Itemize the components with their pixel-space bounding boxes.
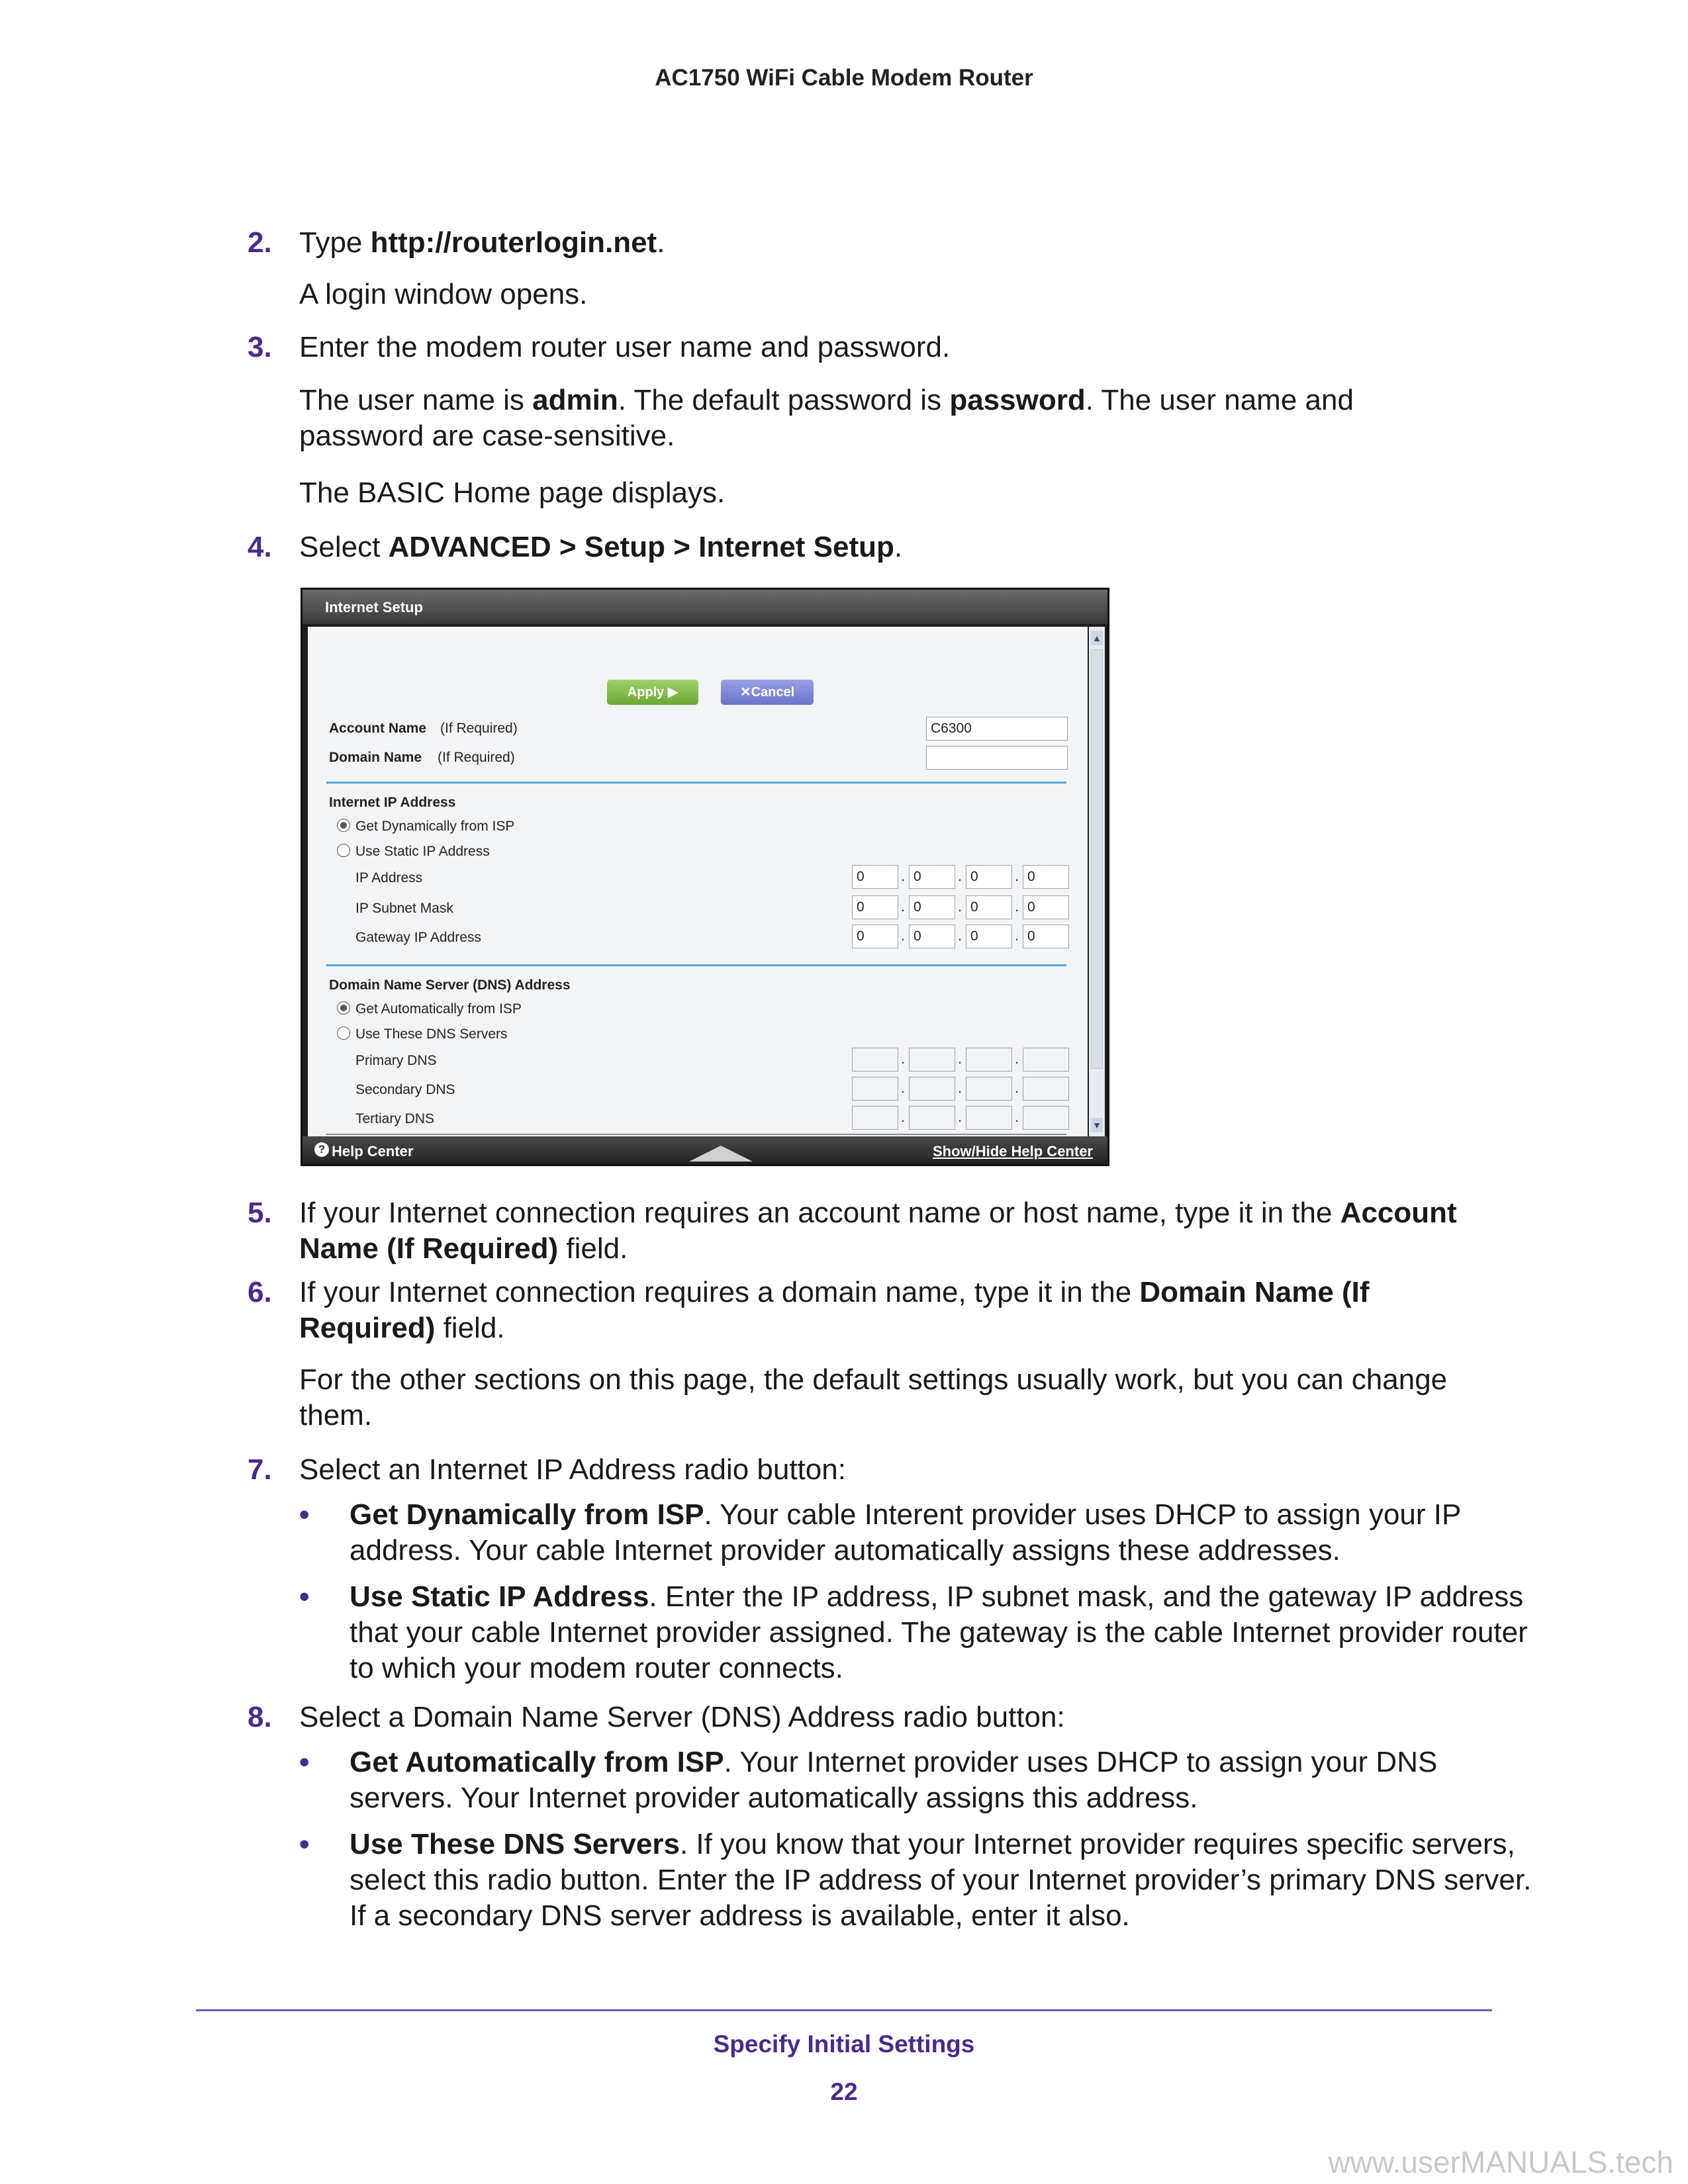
account-name-hint: (If Required) <box>440 721 518 736</box>
vertical-scrollbar[interactable] <box>1089 627 1105 1136</box>
bullet-icon: • <box>299 1828 310 1860</box>
note-text: . The user name and password are case-sensitive. <box>299 384 1354 452</box>
subnet-octet-field[interactable]: 0 <box>1023 895 1069 919</box>
octet-separator: . <box>901 898 906 915</box>
menu-path: ADVANCED > Setup > Internet Setup <box>388 531 894 563</box>
url-text: http://routerlogin.net <box>370 226 657 259</box>
step-text: Select <box>299 531 389 563</box>
note-text: . The default password is <box>618 384 950 416</box>
tertiary-dns-octet[interactable] <box>852 1106 898 1130</box>
get-dynamically-label: Get Dynamically from ISP <box>355 819 515 834</box>
octet-separator: . <box>958 927 962 944</box>
bullet-icon: • <box>299 1498 310 1531</box>
octet-separator: . <box>901 868 906 884</box>
ip-subnet-mask-label: IP Subnet Mask <box>355 901 453 916</box>
secondary-dns-octet[interactable] <box>1023 1077 1069 1101</box>
ip-address-label: IP Address <box>355 870 423 886</box>
option-name: Use Static IP Address <box>350 1580 649 1613</box>
step-text: Select a Domain Name Server (DNS) Address radio button: <box>299 1701 1065 1733</box>
step-text: . <box>657 226 665 259</box>
tertiary-dns-label: Tertiary DNS <box>355 1111 435 1126</box>
gateway-octet-field[interactable]: 0 <box>852 925 898 948</box>
secondary-dns-label: Secondary DNS <box>355 1082 455 1097</box>
primary-dns-octet[interactable] <box>966 1048 1012 1071</box>
octet-separator: . <box>958 898 962 915</box>
section-divider <box>326 964 1066 966</box>
octet-separator: . <box>1015 898 1019 915</box>
octet-separator: . <box>1015 927 1019 944</box>
step-text: If your Internet connection requires a domain name, type it in the <box>299 1276 1140 1308</box>
ip-octet-field[interactable]: 0 <box>966 865 1012 889</box>
step-number: 8. <box>248 1701 272 1733</box>
tertiary-dns-octet[interactable] <box>966 1106 1012 1130</box>
dns-section-title: Domain Name Server (DNS) Address <box>329 978 571 993</box>
step-text: Type <box>299 226 371 259</box>
tertiary-dns-octet[interactable] <box>909 1106 955 1130</box>
octet-separator: . <box>1015 1050 1019 1067</box>
step-text: Select an Internet IP Address radio button: <box>299 1453 846 1486</box>
option-name: Use These DNS Servers <box>350 1828 680 1860</box>
get-automatically-label: Get Automatically from ISP <box>355 1001 522 1017</box>
cancel-button[interactable]: ✕Cancel <box>721 680 814 705</box>
settings-panel <box>308 627 1088 1136</box>
option-name: Get Automatically from ISP <box>350 1746 724 1778</box>
internet-ip-section-title: Internet IP Address <box>329 795 456 810</box>
step-number: 3. <box>248 331 272 363</box>
octet-separator: . <box>958 1050 962 1067</box>
secondary-dns-octet[interactable] <box>966 1077 1012 1101</box>
octet-separator: . <box>901 1079 906 1096</box>
octet-separator: . <box>901 1109 906 1125</box>
page-number: 22 <box>830 2078 858 2105</box>
step-note: For the other sections on this page, the default settings usually work, but you can change them. <box>299 1363 1448 1432</box>
use-static-ip-label: Use Static IP Address <box>355 844 490 859</box>
gateway-octet-field[interactable]: 0 <box>909 925 955 948</box>
internet-setup-screenshot <box>301 588 1109 1166</box>
octet-separator: . <box>1015 1109 1019 1125</box>
option-text: . Enter the IP address, IP subnet mask, and the gateway IP address that your cable Internet provider assigned. The gateway is the cable Internet provider router to which your modem router connects. <box>350 1580 1528 1684</box>
option-text: . Your cable Interent provider uses DHCP to assign your IP address. Your cable Internet provider automatically assigns these addresses. <box>350 1498 1461 1567</box>
running-header: AC1750 WiFi Cable Modem Router <box>655 65 1033 91</box>
watermark: www.userMANUALS.tech <box>1328 2145 1673 2179</box>
gateway-octet-field[interactable]: 0 <box>1023 925 1069 948</box>
primary-dns-octet[interactable] <box>852 1048 898 1071</box>
field-name: Domain Name (If Required) <box>299 1276 1370 1344</box>
note-bold: admin <box>532 384 618 416</box>
option-text: . Your Internet provider uses DHCP to assign your DNS servers. Your Internet provider automatically assigns this address. <box>350 1746 1438 1814</box>
domain-name-hint: (If Required) <box>438 750 515 765</box>
step-text: Enter the modem router user name and password. <box>299 331 951 363</box>
help-bar <box>303 1136 1107 1164</box>
use-these-dns-radio[interactable] <box>337 1026 350 1040</box>
scroll-down-icon[interactable]: ▼ <box>1091 1118 1103 1132</box>
step-text: field. <box>435 1312 505 1344</box>
ip-octet-field[interactable]: 0 <box>909 865 955 889</box>
secondary-dns-octet[interactable] <box>852 1077 898 1101</box>
get-automatically-radio[interactable] <box>337 1001 350 1015</box>
gateway-octet-field[interactable]: 0 <box>966 925 1012 948</box>
scroll-up-icon[interactable]: ▲ <box>1091 631 1103 645</box>
expand-arrow-icon[interactable] <box>689 1146 753 1161</box>
panel-title: Internet Setup <box>325 599 423 615</box>
help-icon[interactable]: ? <box>314 1142 329 1157</box>
octet-separator: . <box>1015 868 1019 884</box>
step-text: . <box>894 531 903 563</box>
title-bar <box>303 590 1107 624</box>
note-text: The user name is <box>299 384 533 416</box>
primary-dns-label: Primary DNS <box>355 1053 437 1068</box>
account-name-label: Account Name <box>329 721 427 736</box>
field-name: Account Name (If Required) <box>299 1197 1457 1265</box>
ip-octet-field[interactable]: 0 <box>852 865 898 889</box>
gateway-ip-label: Gateway IP Address <box>355 930 481 945</box>
step-text: field. <box>558 1232 628 1265</box>
step-number: 6. <box>248 1276 272 1308</box>
section-divider <box>326 1134 1066 1135</box>
step-number: 7. <box>248 1453 272 1486</box>
apply-button[interactable]: Apply ▶ <box>607 680 698 705</box>
scroll-thumb[interactable] <box>1091 649 1103 1069</box>
step-text: If your Internet connection requires an account name or host name, type it in the <box>299 1197 1340 1229</box>
primary-dns-octet[interactable] <box>1023 1048 1069 1071</box>
octet-separator: . <box>1015 1079 1019 1096</box>
footer-chapter-title: Specify Initial Settings <box>713 2030 975 2058</box>
ip-octet-field[interactable]: 0 <box>1023 865 1069 889</box>
octet-separator: . <box>901 927 906 944</box>
bullet-icon: • <box>299 1580 310 1613</box>
footer-rule <box>196 2009 1492 2011</box>
primary-dns-octet[interactable] <box>909 1048 955 1071</box>
octet-separator: . <box>958 868 962 884</box>
show-hide-help-link[interactable]: Show/Hide Help Center <box>932 1143 1093 1160</box>
option-text: . If you know that your Internet provider requires specific servers, select this radio button. Enter the IP address of your Internet provider’s primary DNS server. If a secondary DNS server address is available, enter it also. <box>350 1828 1532 1932</box>
step-number: 2. <box>248 226 272 259</box>
help-center-label[interactable]: Help Center <box>332 1143 414 1160</box>
step-number: 4. <box>248 531 272 563</box>
octet-separator: . <box>958 1079 962 1096</box>
step-note <box>299 383 1425 454</box>
step-number: 5. <box>248 1197 272 1229</box>
get-dynamically-radio[interactable] <box>337 819 350 832</box>
step-note: The BASIC Home page displays. <box>299 477 726 509</box>
secondary-dns-octet[interactable] <box>909 1077 955 1101</box>
account-name-input[interactable]: C6300 <box>926 717 1068 741</box>
domain-name-input[interactable] <box>926 746 1068 770</box>
option-name: Get Dynamically from ISP <box>350 1498 704 1531</box>
bullet-icon: • <box>299 1746 310 1778</box>
domain-name-label: Domain Name <box>329 750 422 765</box>
section-divider <box>326 782 1066 784</box>
step-note: A login window opens. <box>299 278 588 310</box>
octet-separator: . <box>901 1050 906 1067</box>
subnet-octet-field[interactable]: 0 <box>966 895 1012 919</box>
note-bold: password <box>949 384 1086 416</box>
subnet-octet-field[interactable]: 0 <box>909 895 955 919</box>
subnet-octet-field[interactable]: 0 <box>852 895 898 919</box>
tertiary-dns-octet[interactable] <box>1023 1106 1069 1130</box>
octet-separator: . <box>958 1109 962 1125</box>
use-static-ip-radio[interactable] <box>337 844 350 857</box>
use-these-dns-label: Use These DNS Servers <box>355 1026 508 1042</box>
